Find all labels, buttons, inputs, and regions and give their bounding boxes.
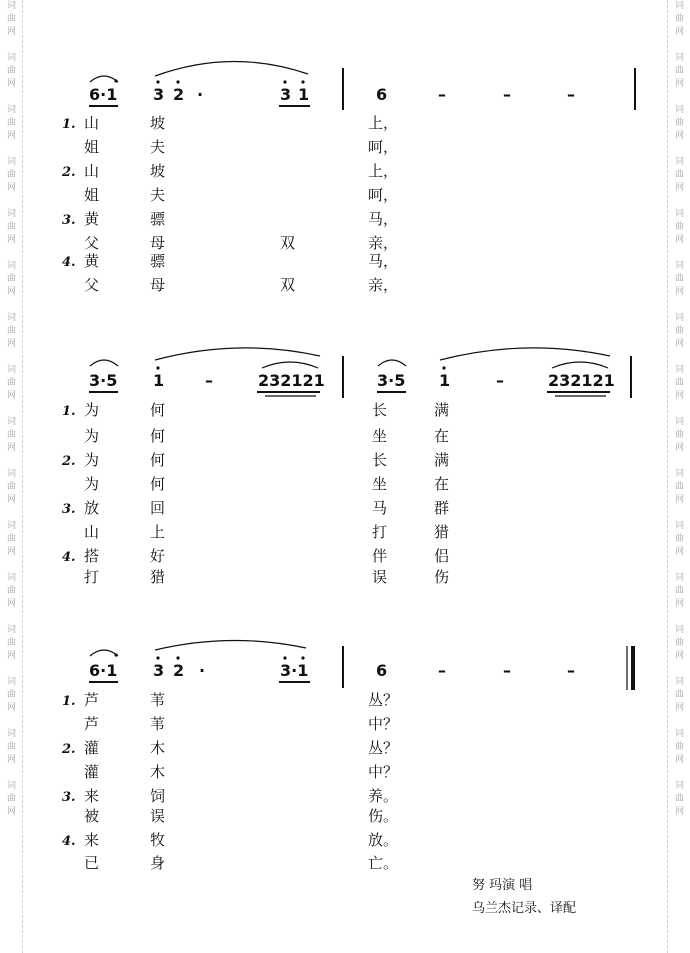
lyric-syllable: 木 — [150, 763, 166, 781]
system-1-notes — [89, 61, 635, 110]
lyric-syllable: 母 — [150, 234, 166, 252]
system-3-lyrics — [61, 691, 398, 872]
dash: – — [567, 85, 575, 104]
lyric-syllable: 坐 — [372, 475, 388, 493]
lyric-row — [62, 210, 398, 228]
lyric-row — [61, 451, 449, 469]
verse-number: 1. — [62, 117, 76, 132]
lyric-row — [84, 276, 398, 294]
note: 6 — [376, 85, 388, 104]
lyric-syllable: 山 — [84, 162, 100, 180]
lyric-syllable: 双 — [280, 234, 296, 252]
lyric-row — [84, 807, 398, 825]
lyric-syllable: 为 — [84, 451, 100, 469]
singer-credit: 努 玛演 唱 — [472, 878, 533, 893]
lyric-syllable: 长 — [372, 401, 388, 419]
slur-arc — [155, 640, 306, 650]
lyric-syllable: 误 — [372, 568, 388, 586]
lyric-row — [62, 547, 449, 565]
note-group: 6·1 — [89, 661, 118, 680]
verse-number: 2. — [62, 454, 76, 469]
system-1-lyrics — [61, 114, 398, 294]
lyric-syllable: 群 — [434, 499, 450, 517]
lyric-syllable: 骠 — [150, 252, 166, 270]
dash: – — [496, 371, 504, 390]
lyric-syllable: 满 — [434, 401, 450, 419]
note: 3 — [280, 85, 292, 104]
lyric-syllable: 上， — [368, 114, 399, 132]
right-watermark-text: 词 曲 网 词 曲 网 词 曲 网 词 曲 网 词 曲 网 词 曲 网 词 曲 网 词 曲 网 词 曲 网 词 曲 网 词 曲 网 词 曲 网 词 曲 网 词 曲 网 词 曲 网 词 曲 网 — [674, 1, 684, 817]
lyric-syllable: 为 — [84, 427, 100, 445]
note: 2 — [173, 85, 185, 104]
lyric-syllable: 长 — [372, 451, 388, 469]
lyric-row — [62, 114, 398, 132]
lyric-syllable: 回 — [150, 499, 166, 517]
lyric-syllable: 苇 — [150, 691, 166, 709]
lyric-syllable: 坡 — [150, 162, 166, 180]
slur-arc — [262, 362, 318, 368]
lyric-syllable: 父 — [84, 276, 100, 294]
lyric-row — [84, 427, 449, 445]
slur-arc — [90, 360, 118, 366]
lyric-syllable: 来 — [84, 831, 100, 849]
lyric-syllable: 在 — [434, 427, 450, 445]
lyric-syllable: 打 — [372, 523, 388, 541]
note: 1 — [298, 85, 310, 104]
dash: – — [438, 85, 446, 104]
lyric-syllable: 猎 — [150, 568, 166, 586]
lyric-row — [62, 787, 398, 805]
verse-number: 3. — [62, 502, 76, 517]
note-group: 3·5 — [377, 371, 406, 390]
note: 1 — [439, 371, 451, 390]
lyric-syllable: 放 — [84, 499, 100, 517]
lyric-syllable: 何 — [150, 451, 166, 469]
lyric-syllable: 父 — [84, 234, 100, 252]
lyric-row — [62, 499, 449, 517]
dash: – — [503, 85, 511, 104]
lyric-row — [62, 691, 398, 709]
verse-number: 2. — [62, 165, 76, 180]
lyric-syllable: 中？ — [368, 715, 399, 733]
lyric-row — [84, 234, 398, 252]
lyric-syllable: 亲， — [368, 234, 399, 252]
dash: – — [567, 661, 575, 680]
verse-number: 1. — [62, 404, 76, 419]
lyric-syllable: 黄 — [84, 252, 100, 270]
slur-arc — [90, 76, 118, 82]
lyric-syllable: 猎 — [434, 523, 450, 541]
lyric-syllable: 伤 — [434, 568, 450, 586]
lyric-syllable: 来 — [84, 787, 100, 805]
note-group: 6·1 — [89, 85, 118, 104]
slur-arc — [155, 348, 320, 360]
note: 3 — [153, 85, 165, 104]
lyric-syllable: 亡。 — [368, 854, 399, 872]
lyric-syllable: 好 — [150, 547, 166, 565]
lyric-syllable: 呵， — [368, 138, 399, 156]
lyric-syllable: 身 — [150, 854, 166, 872]
lyric-syllable: 山 — [84, 523, 100, 541]
lyric-row — [62, 401, 449, 419]
lyric-syllable: 坐 — [372, 427, 388, 445]
system-2-lyrics — [61, 401, 449, 586]
lyric-syllable: 满 — [434, 451, 450, 469]
verse-number: 4. — [62, 834, 76, 849]
lyric-syllable: 为 — [84, 475, 100, 493]
lyric-syllable: 侣 — [434, 547, 450, 565]
lyric-syllable: 上 — [150, 523, 166, 541]
lyric-syllable: 已 — [84, 854, 100, 872]
verse-number: 1. — [62, 694, 76, 709]
lyric-row — [62, 252, 398, 270]
note: 3 — [153, 661, 165, 680]
recorder-credit: 乌兰杰记录、译配 — [472, 901, 577, 916]
lyric-syllable: 姐 — [84, 138, 100, 156]
lyric-syllable: 饲 — [150, 787, 166, 805]
system-3-notes — [89, 640, 635, 690]
note-group: 232121 — [548, 371, 615, 390]
lyric-syllable: 亲， — [368, 276, 399, 294]
lyric-syllable: 搭 — [84, 547, 100, 565]
lyric-syllable: 被 — [84, 807, 100, 825]
lyric-syllable: 姐 — [84, 186, 100, 204]
lyric-row — [84, 523, 449, 541]
dot-marker: · — [197, 85, 204, 104]
verse-number: 3. — [62, 790, 76, 805]
lyric-row — [61, 739, 398, 757]
lyric-row — [84, 854, 398, 872]
lyric-row — [84, 568, 449, 586]
verse-number: 4. — [62, 255, 76, 270]
dash: – — [503, 661, 511, 680]
lyric-row — [84, 715, 398, 733]
lyric-syllable: 马 — [372, 499, 388, 517]
note-group: 3·1 — [280, 661, 309, 680]
lyric-syllable: 伤。 — [368, 807, 399, 825]
lyric-syllable: 夫 — [150, 186, 166, 204]
lyric-syllable: 呵， — [368, 186, 399, 204]
lyric-syllable: 丛？ — [368, 739, 399, 757]
lyric-syllable: 丛？ — [368, 691, 399, 709]
lyric-syllable: 上， — [368, 162, 399, 180]
lyric-syllable: 养。 — [368, 787, 399, 805]
lyric-syllable: 芦 — [84, 715, 100, 733]
lyric-syllable: 骠 — [150, 210, 166, 228]
lyric-syllable: 芦 — [84, 691, 100, 709]
note: 1 — [153, 371, 165, 390]
lyric-syllable: 牧 — [150, 831, 166, 849]
lyric-syllable: 何 — [150, 401, 166, 419]
lyric-syllable: 何 — [150, 427, 166, 445]
lyric-row — [84, 138, 398, 156]
lyric-syllable: 母 — [150, 276, 166, 294]
lyric-syllable: 双 — [280, 276, 296, 294]
note: 2 — [173, 661, 185, 680]
lyric-syllable: 黄 — [84, 210, 100, 228]
final-barline-thick — [631, 646, 635, 690]
dash: – — [205, 371, 213, 390]
slur-arc — [552, 362, 608, 368]
lyric-row — [61, 162, 398, 180]
dash: – — [438, 661, 446, 680]
lyric-syllable: 为 — [84, 401, 100, 419]
system-2-notes — [89, 348, 631, 398]
slur-arc — [90, 650, 118, 656]
lyric-row — [84, 763, 398, 781]
lyric-syllable: 苇 — [150, 715, 166, 733]
lyric-syllable: 灌 — [84, 763, 100, 781]
slur-arc — [440, 348, 610, 360]
lyric-syllable: 马， — [368, 210, 399, 228]
lyric-syllable: 放。 — [368, 831, 399, 849]
note-group: 232121 — [258, 371, 325, 390]
slur-arc — [378, 360, 406, 366]
lyric-syllable: 伴 — [372, 547, 388, 565]
note-group: 3·5 — [89, 371, 118, 390]
lyric-syllable: 坡 — [150, 114, 166, 132]
lyric-syllable: 马， — [368, 252, 399, 270]
lyric-syllable: 夫 — [150, 138, 166, 156]
lyric-row — [84, 475, 449, 493]
lyric-syllable: 山 — [84, 114, 100, 132]
left-watermark-text: 词 曲 网 词 曲 网 词 曲 网 词 曲 网 词 曲 网 词 曲 网 词 曲 网 词 曲 网 词 曲 网 词 曲 网 词 曲 网 词 曲 网 词 曲 网 词 曲 网 词 曲 网 词 曲 网 — [6, 1, 16, 817]
lyric-syllable: 中？ — [368, 763, 399, 781]
verse-number: 3. — [62, 213, 76, 228]
lyric-syllable: 误 — [150, 807, 166, 825]
verse-number: 2. — [62, 742, 76, 757]
lyric-syllable: 灌 — [84, 739, 100, 757]
note: 6 — [376, 661, 388, 680]
lyric-row — [62, 831, 398, 849]
dot-marker: · — [199, 661, 206, 680]
slur-arc — [155, 61, 308, 76]
verse-number: 4. — [62, 550, 76, 565]
lyric-syllable: 打 — [84, 568, 100, 586]
lyric-syllable: 木 — [150, 739, 166, 757]
lyric-syllable: 何 — [150, 475, 166, 493]
lyric-syllable: 在 — [434, 475, 450, 493]
lyric-row — [84, 186, 398, 204]
